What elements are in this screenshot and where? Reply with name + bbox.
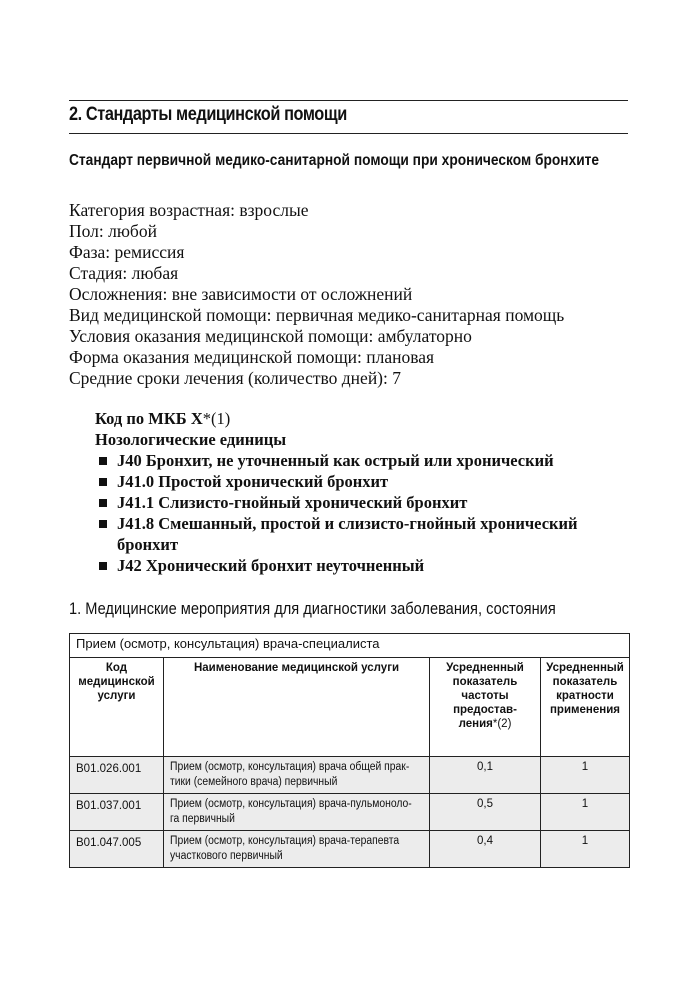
property-age: Категория возрастная: взрослые bbox=[69, 200, 309, 220]
header-frequency-note: *(2) bbox=[492, 718, 512, 730]
list-item: J40 Бронхит, не уточненный как острый или хронический bbox=[95, 450, 635, 471]
mkb-code-label bbox=[95, 408, 635, 429]
property-complications: Осложнения: вне зависимости от осложнений bbox=[69, 284, 413, 304]
list-item: J41.0 Простой хронический бронхит bbox=[95, 471, 635, 492]
table-row bbox=[70, 794, 630, 831]
cell-frequency: 0,4 bbox=[430, 831, 541, 868]
cell-frequency: 0,5 bbox=[430, 794, 541, 831]
nosological-units-label: Нозологические единицы bbox=[95, 430, 287, 449]
property-sex: Пол: любой bbox=[69, 221, 157, 241]
nosology-list bbox=[95, 450, 635, 576]
cell-multiplicity: 1 bbox=[541, 831, 630, 868]
section-bottom-rule bbox=[69, 133, 628, 134]
property-phase: Фаза: ремиссия bbox=[69, 242, 185, 262]
cell-name: Прием (осмотр, консультация) врача-пульмоноло- га первичный bbox=[164, 794, 430, 831]
services-table bbox=[69, 633, 630, 868]
cell-name: Прием (осмотр, консультация) врача общей прак- тики (семейного врача) первичный bbox=[164, 757, 430, 794]
bullet-square-icon bbox=[99, 562, 107, 570]
table-row bbox=[70, 757, 630, 794]
mkb-code-note: *(1) bbox=[202, 409, 231, 428]
bullet-square-icon bbox=[99, 457, 107, 465]
property-duration: Средние сроки лечения (количество дней): 7 bbox=[69, 368, 401, 388]
section-top-rule bbox=[69, 100, 628, 101]
header-code: Код медицинской услуги bbox=[70, 658, 164, 757]
table-row bbox=[70, 831, 630, 868]
bullet-square-icon bbox=[99, 499, 107, 507]
bullet-square-icon bbox=[99, 478, 107, 486]
cell-multiplicity: 1 bbox=[541, 794, 630, 831]
section-title: 2. Стандарты медицинской помощи bbox=[69, 104, 347, 125]
table-caption: Прием (осмотр, консультация) врача-специалиста bbox=[70, 634, 630, 658]
header-multiplicity: Усредненный показатель кратности применения bbox=[541, 658, 630, 757]
mkb-code-label-text: Код по МКБ X bbox=[95, 409, 203, 428]
cell-code: B01.047.005 bbox=[70, 831, 164, 868]
cell-code: B01.037.001 bbox=[70, 794, 164, 831]
property-care-type: Вид медицинской помощи: первичная медико-санитарная помощь bbox=[69, 305, 565, 325]
cell-multiplicity: 1 bbox=[541, 757, 630, 794]
bullet-square-icon bbox=[99, 520, 107, 528]
list-item: J41.8 Смешанный, простой и слизисто-гнойный хронический бронхит bbox=[95, 513, 635, 555]
header-frequency-text: Усредненный показатель частоты предостав- ления bbox=[446, 662, 524, 730]
standard-title: Стандарт первичной медико-санитарной помощи при хроническом бронхите bbox=[69, 152, 600, 169]
diagnostics-title: 1. Медицинские мероприятия для диагностики заболевания, состояния bbox=[69, 599, 556, 618]
cell-name: Прием (осмотр, консультация) врача-терапевта участкового первичный bbox=[164, 831, 430, 868]
header-name: Наименование медицинской услуги bbox=[164, 658, 430, 757]
property-stage: Стадия: любая bbox=[69, 263, 179, 283]
mkb-block bbox=[95, 408, 635, 576]
cell-code: B01.026.001 bbox=[70, 757, 164, 794]
list-item: J42 Хронический бронхит неуточненный bbox=[95, 555, 635, 576]
standard-properties bbox=[69, 200, 629, 389]
property-care-conditions: Условия оказания медицинской помощи: амбулаторно bbox=[69, 326, 472, 346]
property-care-form: Форма оказания медицинской помощи: плановая bbox=[69, 347, 435, 367]
list-item: J41.1 Слизисто-гнойный хронический бронхит bbox=[95, 492, 635, 513]
header-frequency bbox=[430, 658, 541, 757]
cell-frequency: 0,1 bbox=[430, 757, 541, 794]
